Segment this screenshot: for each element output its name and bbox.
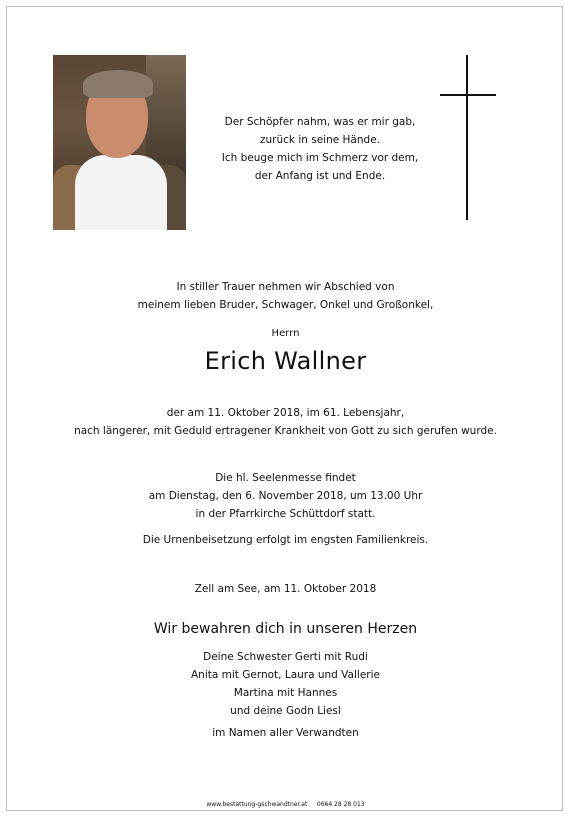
salutation: Herrn [271,328,300,339]
family-line: Martina mit Hannes [233,687,338,699]
footer-contact: www.bestattung-gschwandtner.at 0664 28 28 013 [206,801,365,808]
photo-shirt [75,155,167,230]
family-line: im Namen aller Verwandten [212,727,359,739]
urn-notice: Die Urnenbeisetzung erfolgt im engsten Familienkreis. [142,534,429,546]
place-date: Zell am See, am 11. Oktober 2018 [194,583,377,595]
family-line: und deine Godn Liesl [230,705,341,717]
deceased-name: Erich Wallner [204,347,367,375]
family-line: Anita mit Gernot, Laura und Vallerie [191,669,380,681]
mass-line: Die hl. Seelenmesse findet [215,472,356,484]
intro-line: In stiller Trauer nehmen wir Abschied von [176,281,395,293]
intro-line: meinem lieben Bruder, Schwager, Onkel und Großonkel, [137,299,434,311]
family-list [0,648,571,742]
verse-line: zurück in seine Hände. [260,134,380,146]
verse-line: Ich beuge mich im Schmerz vor dem, [221,152,419,164]
photo-hair [83,70,153,98]
family-line: Deine Schwester Gerti mit Rudi [203,651,368,663]
cross-vertical-bar [466,55,468,220]
motto: Wir bewahren dich in unseren Herzen [153,621,418,637]
intro-text [0,278,571,314]
death-line: der am 11. Oktober 2018, im 61. Lebensjahr, [166,407,405,419]
verse-line: der Anfang ist und Ende. [254,170,386,182]
cross-horizontal-bar [440,94,496,96]
mass-notice [0,469,571,523]
verse [200,113,440,185]
mass-line: in der Pfarrkirche Schüttdorf statt. [195,508,376,520]
mass-line: am Dienstag, den 6. November 2018, um 13.00 Uhr [148,490,423,502]
death-line: nach längerer, mit Geduld ertragener Krankheit von Gott zu sich gerufen wurde. [74,425,497,437]
verse-line: Der Schöpfer nahm, was er mir gab, [224,116,416,128]
portrait-photo [53,55,186,230]
death-notice [0,404,571,440]
